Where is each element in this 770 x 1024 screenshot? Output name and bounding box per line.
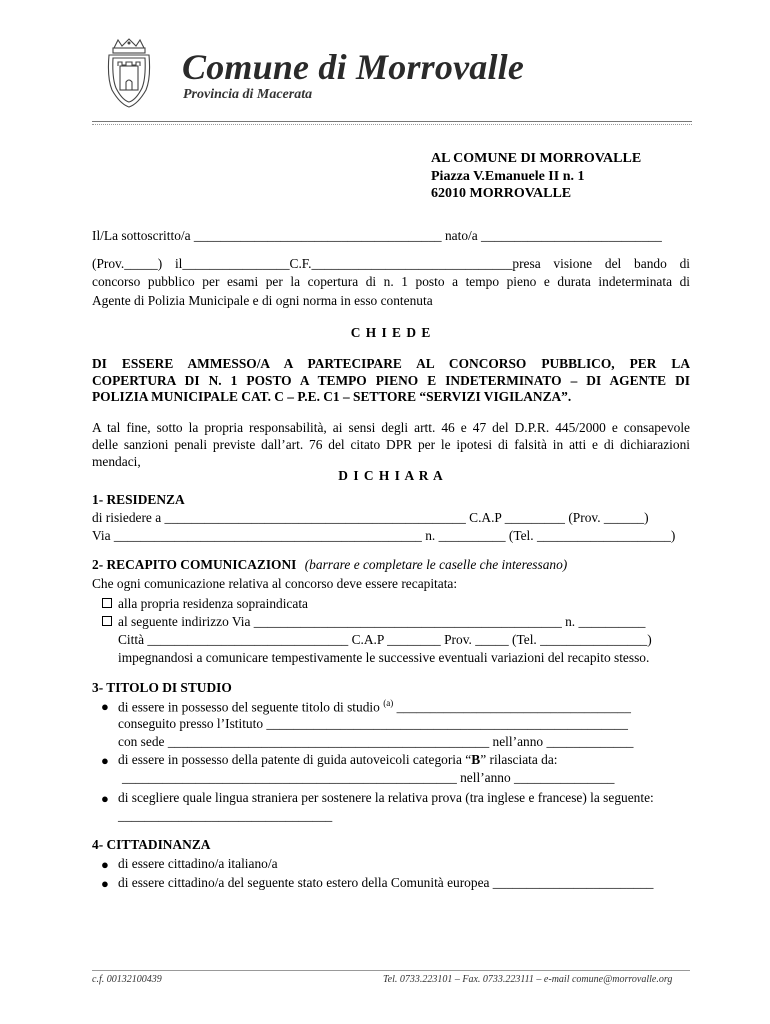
bullet-icon: ● <box>101 857 109 872</box>
patente-category: B <box>471 752 481 767</box>
footer-divider <box>92 970 690 971</box>
footer-contacts: Tel. 0733.223101 – Fax. 0733.223111 – e-mail comune@morrovalle.org <box>383 974 673 985</box>
chiede-heading: C H I E D E <box>350 325 432 340</box>
recapito-intro: Che ogni comunicazione relativa al concorso deve essere recapitata: <box>92 576 458 591</box>
header-divider <box>92 121 692 122</box>
declaration-line: delle sanzioni penali previste dall’art. 76 del citato DPR per le ipotesi di falsità in atti e di dichiarazioni <box>92 437 690 452</box>
intro-line: Agente di Polizia Municipale e di ogni norma in esso contenuta <box>92 293 433 308</box>
declaration-line: A tal fine, sotto la propria responsabilità, ai sensi degli artt. 46 e 47 del D.P.R. 445/2000 e consapevole <box>92 420 690 435</box>
page-title: Comune di Morrovalle <box>182 47 525 87</box>
crest-icon <box>104 38 154 108</box>
chiede-line: POLIZIA MUNICIPALE CAT. C – P.E. C1 – SETTORE “SERVIZI VIGILANZA”. <box>92 389 572 404</box>
address-line: AL COMUNE DI MORROVALLE <box>431 151 642 166</box>
declaration-line: mendaci, <box>92 454 141 469</box>
lingua-item: di scegliere quale lingua straniera per sostenere la relativa prova (tra inglese e francese) la seguente: <box>118 790 654 805</box>
checkbox-icon[interactable] <box>102 616 112 626</box>
bullet-icon: ● <box>101 791 109 806</box>
blank-line: ___________________________________ <box>396 699 631 715</box>
section-heading-titolo: 3- TITOLO DI STUDIO <box>92 680 232 695</box>
address-line: 62010 MORROVALLE <box>431 186 572 201</box>
recapito-title: 2- RECAPITO COMUNICAZIONI <box>92 557 297 572</box>
cittadinanza-item: di essere cittadino/a del seguente stato estero della Comunità europea ________________________ <box>118 875 654 890</box>
titolo-item <box>118 698 716 715</box>
patente-blank: __________________________________________________ nell’anno _______________ <box>122 770 615 785</box>
page-subtitle: Provincia di Macerata <box>183 87 313 102</box>
titolo-text: di essere in possesso del seguente titolo di studio <box>118 699 380 715</box>
intro-line: Il/La sottoscritto/a _____________________________________ nato/a ___________________________ <box>92 228 662 243</box>
recapito-impegno: impegnandosi a comunicare tempestivamente le successive eventuali variazioni del recapito stesso. <box>118 650 650 665</box>
section-heading-recapito <box>92 557 690 573</box>
chiede-line: COPERTURA DI N. 1 POSTO A TEMPO PIENO E INDETERMINATO – DI AGENTE DI <box>92 373 690 388</box>
titolo-conseguito: conseguito presso l’Istituto ______________________________________________________ <box>118 716 628 731</box>
recapito-option-indirizzo[interactable] <box>102 614 700 630</box>
lingua-blank: ________________________________ <box>118 808 333 823</box>
recapito-option-residenza[interactable] <box>102 596 700 612</box>
titolo-sede: con sede ________________________________________________ nell’anno _____________ <box>118 734 634 749</box>
bullet-icon: ● <box>101 876 109 891</box>
option-label: alla propria residenza sopraindicata <box>118 596 308 611</box>
patente-item <box>118 752 716 768</box>
bullet-icon: ● <box>101 753 109 768</box>
option-label: al seguente indirizzo Via ______________________________________________ n. __________ <box>118 614 646 629</box>
header-divider-dotted <box>92 124 692 125</box>
recipient-address <box>431 150 641 203</box>
residenza-line: Via ______________________________________________ n. __________ (Tel. ____________________) <box>92 528 676 543</box>
recapito-citta-line: Città ______________________________ C.A.P ________ Prov. _____ (Tel. ________________) <box>118 632 652 647</box>
intro-line: (Prov._____) il________________C.F.______________________________presa visione del bando di <box>92 256 690 271</box>
footer-fiscal-code: c.f. 00132100439 <box>92 974 162 985</box>
footnote-marker: (a) <box>383 698 394 708</box>
checkbox-icon[interactable] <box>102 598 112 608</box>
address-line: Piazza V.Emanuele II n. 1 <box>431 168 585 184</box>
patente-text: di essere in possesso della patente di guida autoveicoli categoria “ <box>118 752 472 767</box>
chiede-line: DI ESSERE AMMESSO/A A PARTECIPARE AL CONCORSO PUBBLICO, PER LA <box>92 356 690 371</box>
section-heading-cittadinanza: 4- CITTADINANZA <box>92 837 211 852</box>
cittadinanza-item: di essere cittadino/a italiano/a <box>118 856 278 871</box>
bullet-icon: ● <box>101 699 109 714</box>
recapito-note: (barrare e completare le caselle che interessano) <box>304 557 568 572</box>
dichiara-heading: D I C H I A R A <box>338 468 444 483</box>
intro-line: concorso pubblico per esami per la copertura di n. 1 posto a tempo pieno e durata indeterminata di <box>92 274 690 289</box>
patente-text: ” rilasciata da: <box>480 752 558 767</box>
section-heading-residenza: 1- RESIDENZA <box>92 492 185 507</box>
residenza-line: di risiedere a _____________________________________________ C.A.P _________ (Prov. ______) <box>92 510 649 525</box>
